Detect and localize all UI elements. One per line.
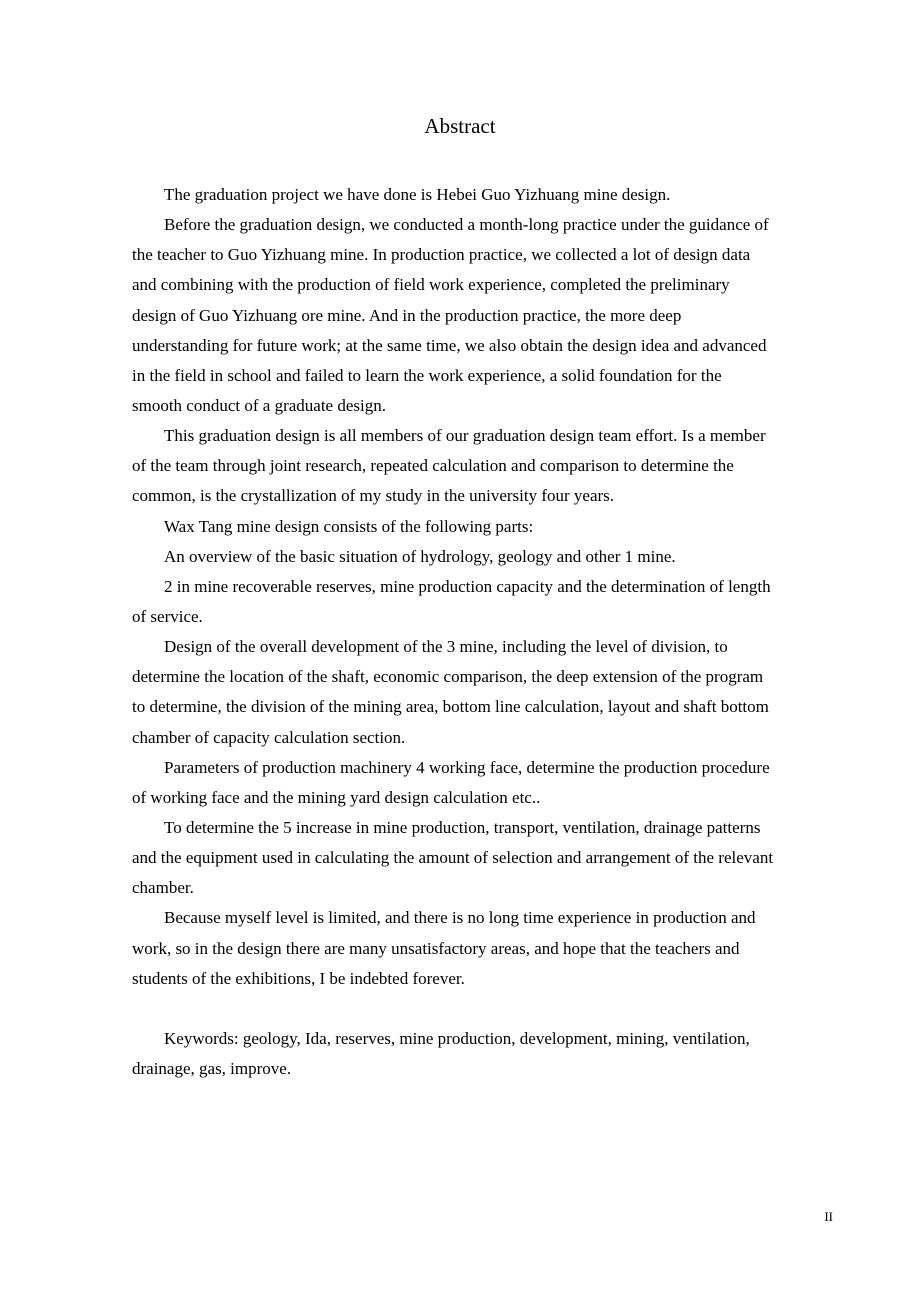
text-line: Before the graduation design, we conducted a month-long practice under the guidance of <box>164 215 769 235</box>
page-number: II <box>824 1209 833 1224</box>
text-line: To determine the 5 increase in mine production, transport, ventilation, drainage patterns <box>164 817 761 837</box>
text-line: in the field in school and failed to learn the work experience, a solid foundation for the <box>132 365 722 385</box>
text-line: This graduation design is all members of our graduation design team effort. Is a member <box>164 426 766 446</box>
text-line: Wax Tang mine design consists of the following parts: <box>164 516 534 536</box>
text-line: of working face and the mining yard design calculation etc.. <box>132 787 541 807</box>
text-line: The graduation project we have done is Hebei Guo Yizhuang mine design. <box>164 185 671 204</box>
paragraph <box>132 572 834 632</box>
text-line: to determine, the division of the mining area, bottom line calculation, layout and shaft bottom <box>132 697 769 717</box>
paragraph <box>132 632 834 753</box>
text-line: and combining with the production of field work experience, completed the preliminary <box>132 275 730 295</box>
text-line: common, is the crystallization of my study in the university four years. <box>132 486 615 506</box>
abstract-body <box>132 180 834 1084</box>
text-line: Design of the overall development of the 3 mine, including the level of division, to <box>164 637 728 657</box>
text-line: determine the location of the shaft, economic comparison, the deep extension of the program <box>132 667 764 687</box>
text-line: An overview of the basic situation of hydrology, geology and other 1 mine. <box>164 546 676 566</box>
paragraph <box>132 512 834 542</box>
text-line: smooth conduct of a graduate design. <box>132 395 386 415</box>
text-line: design of Guo Yizhuang ore mine. And in the production practice, the more deep <box>132 305 682 325</box>
text-line: chamber of capacity calculation section. <box>132 727 406 747</box>
text-line: chamber. <box>132 878 194 898</box>
text-line: 2 in mine recoverable reserves, mine production capacity and the determination of length <box>164 576 771 596</box>
paragraph-spacer <box>132 994 834 1024</box>
keywords-line: Keywords: geology, Ida, reserves, mine production, development, mining, ventilation, <box>164 1028 750 1048</box>
text-line: and the equipment used in calculating the amount of selection and arrangement of the relevant <box>132 848 774 868</box>
text-line: of the team through joint research, repeated calculation and comparison to determine the <box>132 456 734 476</box>
paragraph <box>132 813 834 903</box>
text-line: students of the exhibitions, I be indebted forever. <box>132 968 465 988</box>
paragraph <box>132 542 834 572</box>
paragraph <box>132 753 834 813</box>
text-line: Parameters of production machinery 4 working face, determine the production procedure <box>164 757 770 777</box>
text-line: understanding for future work; at the same time, we also obtain the design idea and advanced <box>132 335 767 355</box>
paragraph <box>132 210 834 421</box>
abstract-title: Abstract <box>424 114 496 138</box>
text-line: the teacher to Guo Yizhuang mine. In production practice, we collected a lot of design data <box>132 245 751 265</box>
keywords-paragraph <box>132 1024 834 1084</box>
text-line: Because myself level is limited, and there is no long time experience in production and <box>164 908 756 928</box>
text-line: work, so in the design there are many unsatisfactory areas, and hope that the teachers and <box>132 938 740 958</box>
keywords-line: drainage, gas, improve. <box>132 1059 292 1079</box>
paragraph <box>132 903 834 993</box>
paragraph <box>132 421 834 511</box>
text-line: of service. <box>132 606 203 626</box>
paragraph <box>132 180 834 210</box>
